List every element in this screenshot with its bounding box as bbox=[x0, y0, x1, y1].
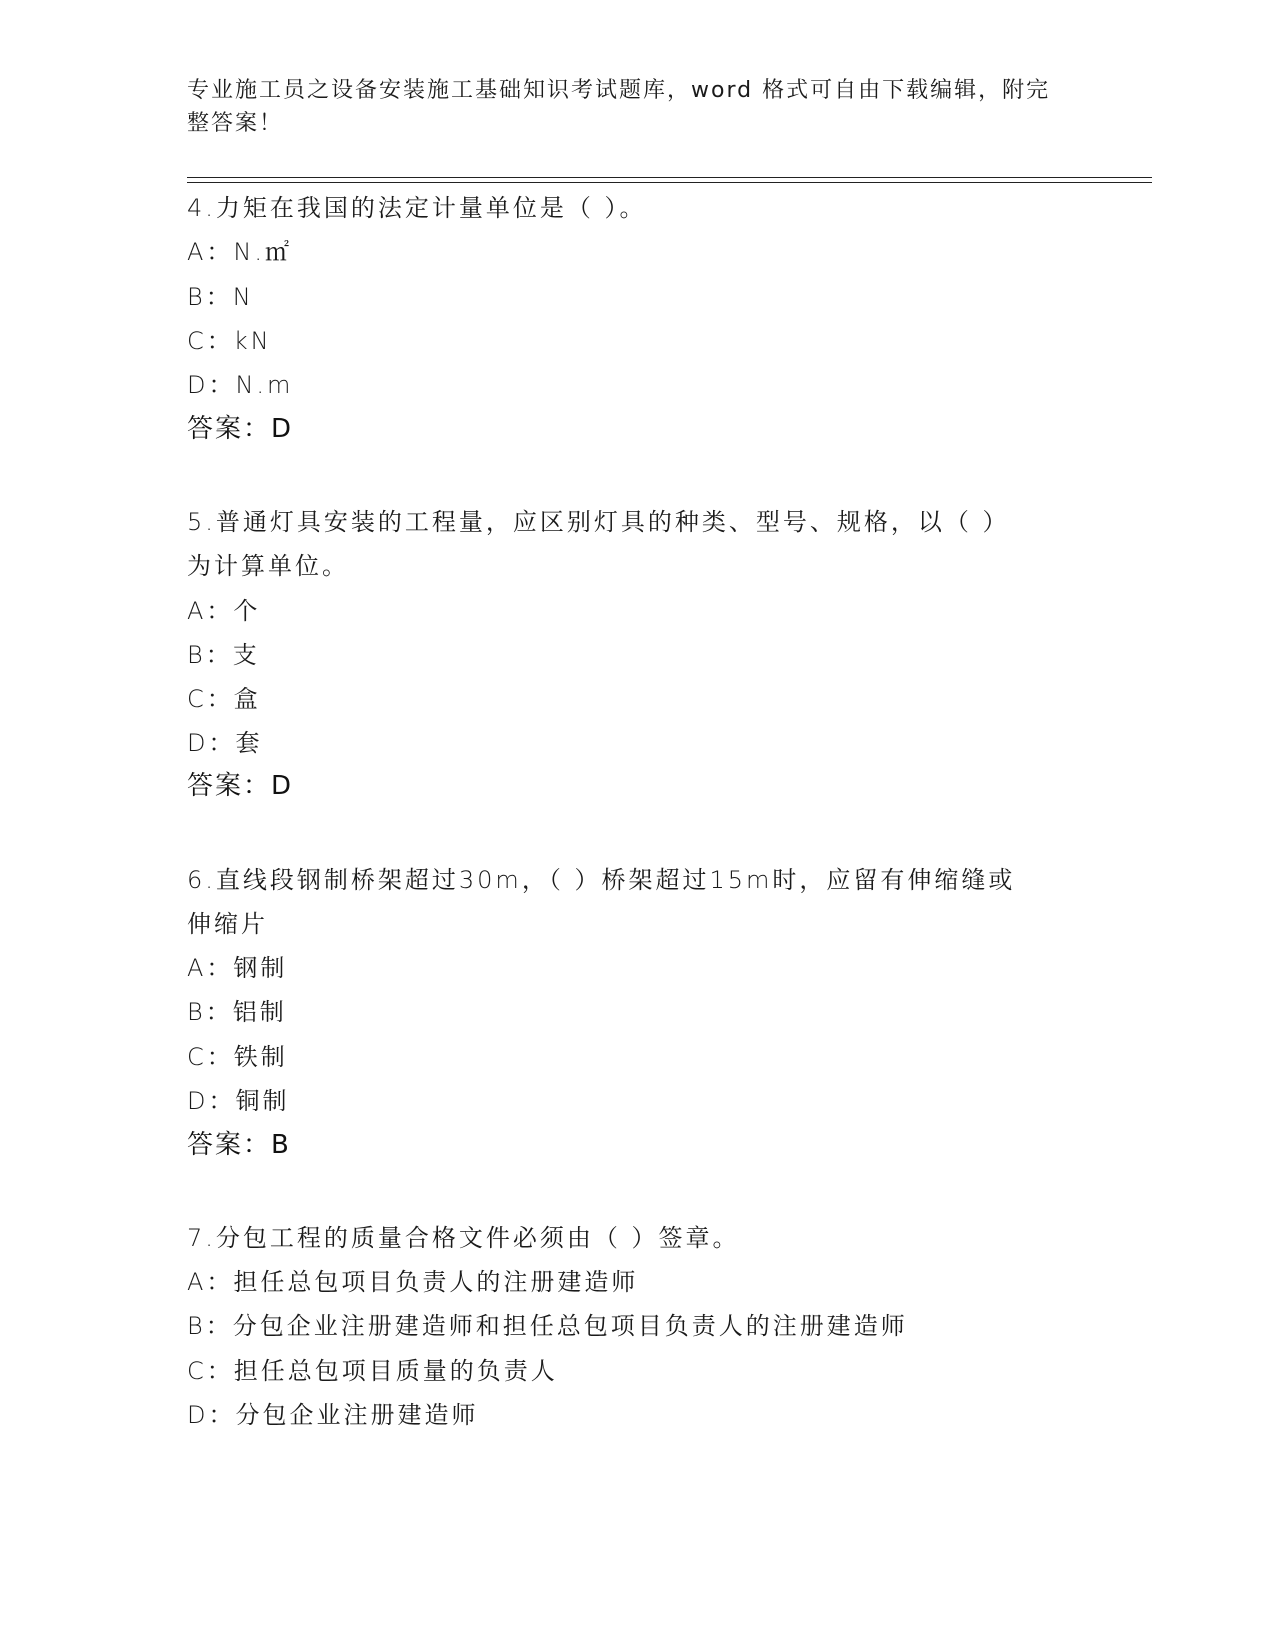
option-c: C：盒 bbox=[187, 685, 261, 713]
question-stem: 5.普通灯具安装的工程量，应区别灯具的种类、型号、规格，以（ ） bbox=[187, 508, 1010, 536]
option-b: B：分包企业注册建造师和担任总包项目负责人的注册建造师 bbox=[187, 1312, 908, 1340]
option-c: C：担任总包项目质量的负责人 bbox=[187, 1357, 558, 1385]
header-line-2: 整答案！ bbox=[187, 111, 284, 136]
option-b: B：N bbox=[187, 283, 254, 311]
answer-label: 答案：D bbox=[187, 771, 294, 801]
option-a: A：N.㎡ bbox=[187, 238, 292, 266]
header-divider-top bbox=[187, 177, 1152, 178]
option-c: C：kN bbox=[187, 327, 272, 355]
option-d: D：N.m bbox=[187, 371, 294, 399]
question-stem: 6.直线段钢制桥架超过30m，（ ）桥架超过15m时，应留有伸缩缝或 bbox=[187, 866, 1016, 894]
option-a: A：个 bbox=[187, 597, 261, 625]
option-a: A：钢制 bbox=[187, 954, 288, 982]
option-d: D：套 bbox=[187, 729, 263, 757]
option-b: B：支 bbox=[187, 641, 260, 669]
answer-label: 答案：D bbox=[187, 414, 294, 444]
option-c: C：铁制 bbox=[187, 1043, 288, 1071]
document-header bbox=[187, 74, 1067, 140]
question-stem: 7.分包工程的质量合格文件必须由（ ）签章。 bbox=[187, 1224, 740, 1252]
answer-label: 答案：B bbox=[187, 1130, 291, 1160]
option-d: D：铜制 bbox=[187, 1087, 290, 1115]
question-stem-cont: 为计算单位。 bbox=[187, 552, 349, 580]
option-d: D：分包企业注册建造师 bbox=[187, 1401, 479, 1429]
option-a: A：担任总包项目负责人的注册建造师 bbox=[187, 1268, 639, 1296]
option-b: B：铝制 bbox=[187, 998, 287, 1026]
question-stem-cont: 伸缩片 bbox=[187, 910, 268, 938]
header-line-1: 专业施工员之设备安装施工基础知识考试题库，word 格式可自由下载编辑，附完 bbox=[187, 78, 1051, 103]
question-stem: 4.力矩在我国的法定计量单位是（ ）。 bbox=[187, 194, 647, 222]
header-divider-bottom bbox=[187, 182, 1152, 183]
